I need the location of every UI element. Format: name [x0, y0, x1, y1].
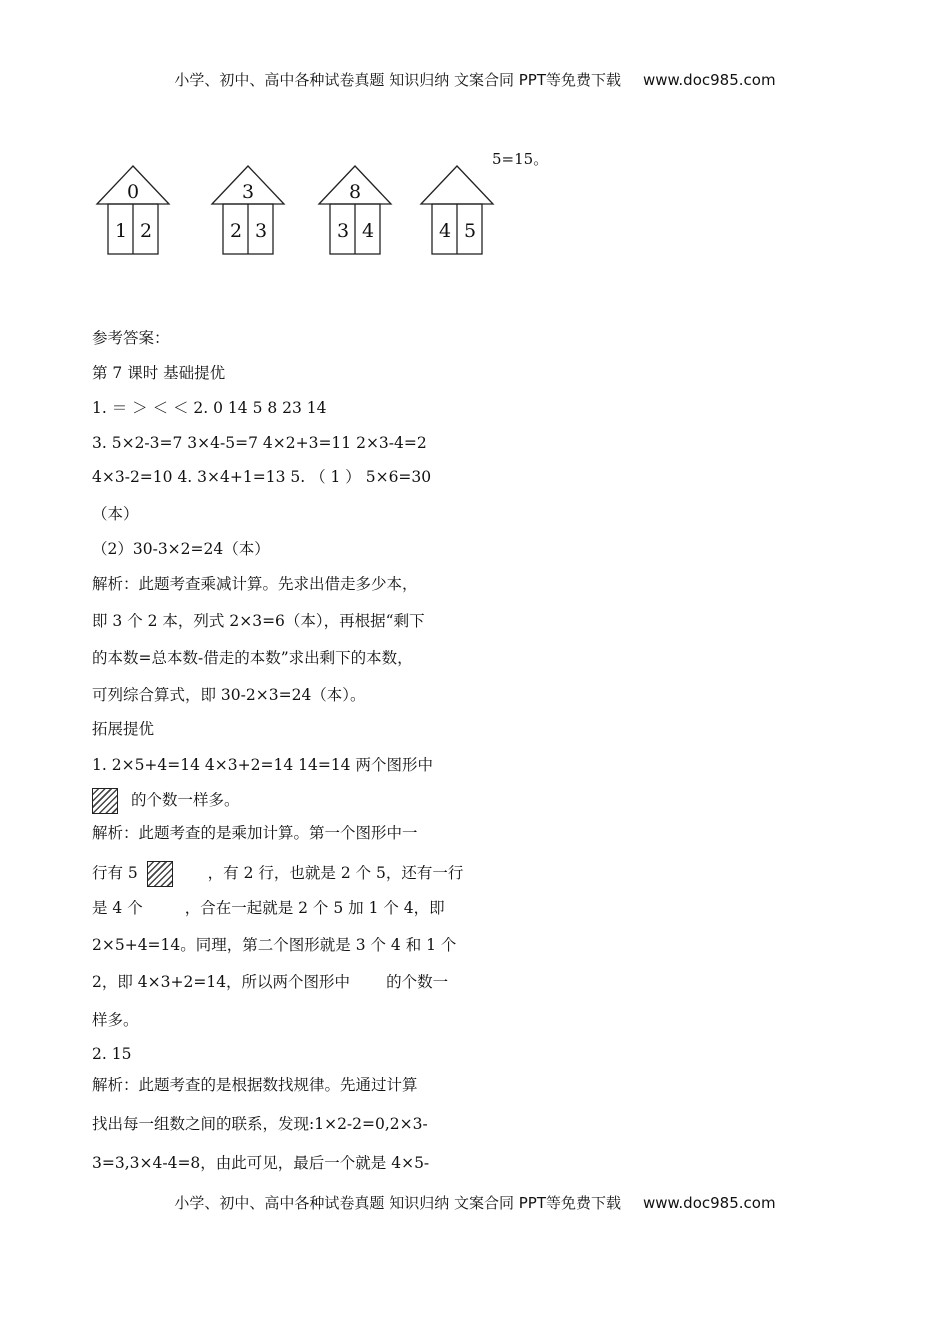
house-right-number: 4	[361, 220, 375, 242]
house-right-number: 5	[463, 220, 477, 242]
page-header	[0, 69, 950, 90]
analysis-line: 即 3 个 2 本，列式 2×3=6（本），再根据“剩下	[92, 612, 425, 630]
hatched-square-icon	[92, 788, 118, 814]
house-roof-number: 0	[126, 181, 140, 203]
houses-figure	[92, 160, 512, 270]
analysis-text: 是 4 个	[92, 899, 143, 917]
page-footer	[0, 1192, 950, 1213]
analysis-line: 解析：此题考查的是根据数找规律。先通过计算	[92, 1076, 418, 1094]
house-left-number: 4	[438, 220, 452, 242]
analysis-text: 2，即 4×3+2=14，所以两个图形中	[92, 973, 351, 991]
house-roof-number: 8	[348, 181, 362, 203]
section-title: 拓展提优	[92, 720, 155, 738]
analysis-line: 3=3,3×4-4=8，由此可见，最后一个就是 4×5-	[92, 1154, 430, 1172]
house-left-number: 3	[336, 220, 350, 242]
analysis-text: 行有 5	[92, 864, 138, 882]
answer-line: 1. 2×5+4=14 4×3+2=14 14=14 两个图形中	[92, 756, 433, 774]
analysis-text: 的个数一	[386, 973, 449, 991]
answer-heading: 参考答案：	[92, 329, 170, 347]
analysis-line: 解析：此题考查的是乘加计算。第一个图形中一	[92, 824, 418, 842]
answer-line: 4×3-2=10 4. 3×4+1=13 5. （ 1 ） 5×6=30	[92, 468, 432, 486]
answer-line: （本）	[92, 505, 139, 523]
footer-text: 小学、初中、高中各种试卷真题 知识归纳 文案合同 PPT等免费下载	[174, 1194, 621, 1212]
lesson-title: 第 7 课时 基础提优	[92, 364, 226, 382]
header-site: www.doc985.com	[642, 71, 776, 89]
house-right-number: 3	[254, 220, 268, 242]
answer-line: （2）30-3×2=24（本）	[92, 540, 270, 558]
house-figure	[97, 166, 169, 254]
footer-site: www.doc985.com	[642, 1194, 776, 1212]
house-figure	[212, 166, 284, 254]
analysis-line: 找出每一组数之间的联系，发现:1×2-2=0,2×3-	[92, 1115, 428, 1133]
analysis-line: 解析：此题考查乘减计算。先求出借走多少本，	[92, 575, 418, 593]
analysis-line: 2×5+4=14。同理，第二个图形就是 3 个 4 和 1 个	[92, 936, 457, 954]
answer-text: 的个数一样多。	[130, 791, 240, 809]
answer-line: 3. 5×2-3=7 3×4-5=7 4×2+3=11 2×3-4=2	[92, 434, 427, 452]
house-left-number: 2	[229, 220, 243, 242]
answer-line: 1. ＝ ＞ ＜ ＜ 2. 0 14 5 8 23 14	[92, 399, 327, 417]
house-figure	[319, 166, 391, 254]
analysis-line: 的本数=总本数-借走的本数”求出剩下的本数，	[92, 649, 413, 667]
house-roof-number: 3	[241, 181, 255, 203]
answer-line	[92, 788, 239, 814]
house-right-number: 2	[139, 220, 153, 242]
analysis-line	[92, 898, 445, 918]
analysis-line	[92, 861, 463, 887]
analysis-text: ，合在一起就是 2 个 5 加 1 个 4，即	[184, 899, 445, 917]
answer-line: 2. 15	[92, 1045, 132, 1063]
house-roof	[421, 166, 493, 204]
analysis-line	[92, 972, 448, 992]
house-left-number: 1	[114, 220, 128, 242]
hatched-square-icon	[147, 861, 173, 887]
house-figure	[421, 166, 493, 254]
analysis-line: 可列综合算式，即 30-2×3=24（本）。	[92, 686, 366, 704]
header-text: 小学、初中、高中各种试卷真题 知识归纳 文案合同 PPT等免费下载	[174, 71, 621, 89]
top-fragment: 5=15。	[492, 150, 549, 168]
analysis-line: 样多。	[92, 1011, 139, 1029]
analysis-text: ，有 2 行，也就是 2 个 5，还有一行	[207, 864, 464, 882]
